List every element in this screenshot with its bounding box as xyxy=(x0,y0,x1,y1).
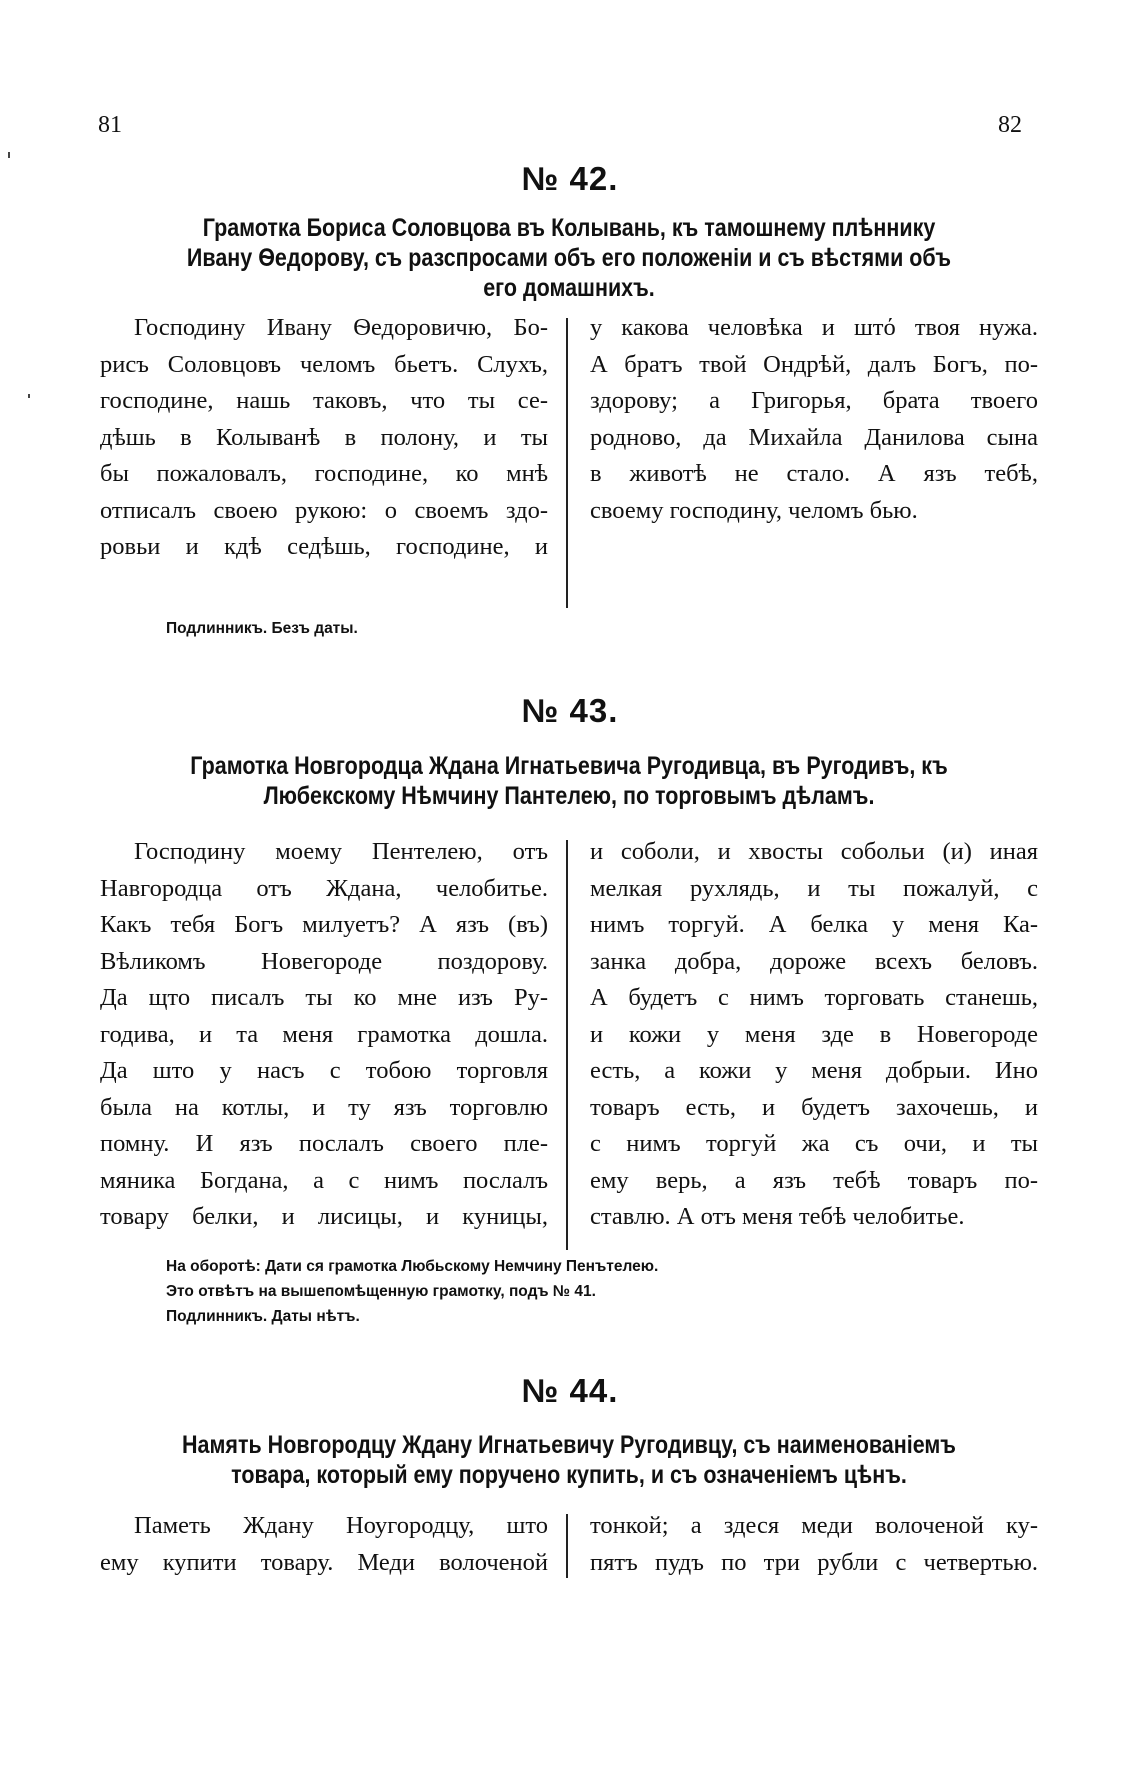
scan-mark xyxy=(28,394,30,398)
text-line: есть, а кожи у меня добрыи. Ино xyxy=(590,1057,1038,1084)
text-line: пятъ пудъ по три рубли с четвертью. xyxy=(590,1548,1038,1576)
text-line: товаръ есть, и будетъ захочешь, и xyxy=(590,1093,1038,1121)
text-line: отписалъ своею рукою: о своемъ здо- xyxy=(100,496,548,524)
section-44-number: № 44. xyxy=(521,1372,619,1409)
section-42-right-column xyxy=(590,310,1038,529)
title-line: его домашнихъ. xyxy=(483,274,655,302)
section-42-title xyxy=(162,213,976,303)
section-43-number: № 43. xyxy=(521,692,619,729)
text-line: бы пожаловалъ, господине, ко мнѣ xyxy=(100,460,548,487)
text-line: А братъ твой Ондрѣй, далъ Богъ, по- xyxy=(590,350,1038,378)
note-line: Подлинникъ. Даты нѣтъ. xyxy=(166,1308,360,1325)
text-line: годива, и та меня грамотка дошла. xyxy=(100,1020,548,1048)
text-line: Да щто писалъ ты ко мне изъ Ру- xyxy=(100,984,548,1011)
section-43-title xyxy=(162,751,976,811)
note-line: На оборотѣ: Дати ся грамотка Любьскому Немчину Пенътелею. xyxy=(166,1258,659,1275)
text-line: ставлю. А отъ меня тебѣ челобитье. xyxy=(590,1203,965,1230)
text-line: нимъ торгуй. А белка у меня Ка- xyxy=(590,911,1038,938)
text-line: занка добра, дороже всехъ беловъ. xyxy=(590,947,1038,975)
page-number-right: 82 xyxy=(998,112,1022,138)
text-line: рисъ Соловцовъ челомъ бьетъ. Слухъ, xyxy=(100,350,548,378)
text-line: товару белки, и лисицы, и куницы, xyxy=(100,1203,548,1230)
title-line: Грамотка Новгородца Ждана Игнатьевича Ругодивца, въ Ругодивъ, къ xyxy=(190,752,948,780)
text-line: господине, нашь таковъ, что ты се- xyxy=(100,387,548,414)
text-line: Паметь Ждану Ноугородцу, што xyxy=(134,1512,548,1539)
section-44-title xyxy=(162,1430,976,1490)
text-line: своему господину, челомъ бью. xyxy=(590,496,918,524)
scan-mark xyxy=(8,152,10,158)
text-line: ровьи и кдѣ седѣшь, господине, и xyxy=(100,533,548,560)
text-line: здорову; а Григорья, брата твоего xyxy=(590,387,1038,414)
section-42-left-column xyxy=(100,310,548,566)
title-line: Грамотка Бориса Соловцова въ Колывань, къ тамошнему плѣннику xyxy=(202,214,936,242)
text-line: мяника Богдана, а с нимъ послалъ xyxy=(100,1166,548,1194)
text-line: была на котлы, и ту язъ торговлю xyxy=(100,1093,548,1121)
section-44-left-column xyxy=(100,1508,548,1581)
title-line: Ивану Ѳедорову, съ разспросами объ его положенiи и съ вѣстями объ xyxy=(186,244,952,272)
column-divider xyxy=(566,840,568,1250)
note-line: Это отвѣтъ на вышепомѣщенную грамотку, подъ № 41. xyxy=(166,1283,596,1300)
text-line: Да што у насъ с тобою торговля xyxy=(100,1057,548,1084)
text-line: тонкой; а здеся меди волоченой ку- xyxy=(590,1512,1038,1539)
text-line: Навгородца отъ Ждана, челобитье. xyxy=(100,874,548,902)
text-line: и соболи, и хвосты собольи (и) иная xyxy=(590,838,1038,865)
column-divider xyxy=(566,1514,568,1578)
section-43-right-column xyxy=(590,834,1038,1236)
text-line: в животѣ не стало. А язъ тебѣ, xyxy=(590,460,1038,487)
title-line: Намять Новгородцу Ждану Игнатьевичу Ругодивцу, съ наименованiемъ xyxy=(182,1431,956,1459)
text-line: помну. И язъ послалъ своего пле- xyxy=(100,1130,548,1157)
column-divider xyxy=(566,318,568,608)
text-line: и кожи у меня зде в Новегороде xyxy=(590,1020,1038,1048)
text-line: ему верь, а язъ тебѣ товаръ по- xyxy=(590,1166,1038,1194)
text-line: ему купити товару. Меди волоченой xyxy=(100,1548,548,1576)
text-line: у какова человѣка и штό твоя нужа. xyxy=(590,314,1038,341)
text-line: Господину Ивану Ѳедоровичю, Бо- xyxy=(134,314,548,341)
title-line: Любекскому Нѣмчину Пантелею, по торговымъ дѣламъ. xyxy=(263,782,875,810)
text-line: мелкая рухлядь, и ты пожалуй, с xyxy=(590,874,1038,902)
text-line: Какъ тебя Богъ милуетъ? А язъ (въ) xyxy=(100,911,548,938)
section-42-number: № 42. xyxy=(521,160,619,197)
section-43-left-column xyxy=(100,834,548,1236)
page-number-left: 81 xyxy=(98,112,122,138)
text-line: А будетъ с нимъ торговать станешь, xyxy=(590,984,1038,1011)
text-line: Вѣликомъ Новегороде поздорову. xyxy=(100,947,548,975)
text-line: дѣшь в Колыванѣ в полону, и ты xyxy=(100,423,548,451)
section-43-notes xyxy=(166,1254,658,1329)
section-44-right-column xyxy=(590,1508,1038,1581)
text-line: с нимъ торгуй жа съ очи, и ты xyxy=(590,1130,1038,1157)
text-line: Господину моему Пентелею, отъ xyxy=(134,838,548,865)
text-line: родново, да Михайла Данилова сына xyxy=(590,423,1038,451)
note-line: Подлинникъ. Безъ даты. xyxy=(166,620,358,637)
section-42-notes xyxy=(166,616,358,641)
title-line: товара, который ему поручено купить, и съ означенiемъ цѣнъ. xyxy=(231,1461,907,1489)
